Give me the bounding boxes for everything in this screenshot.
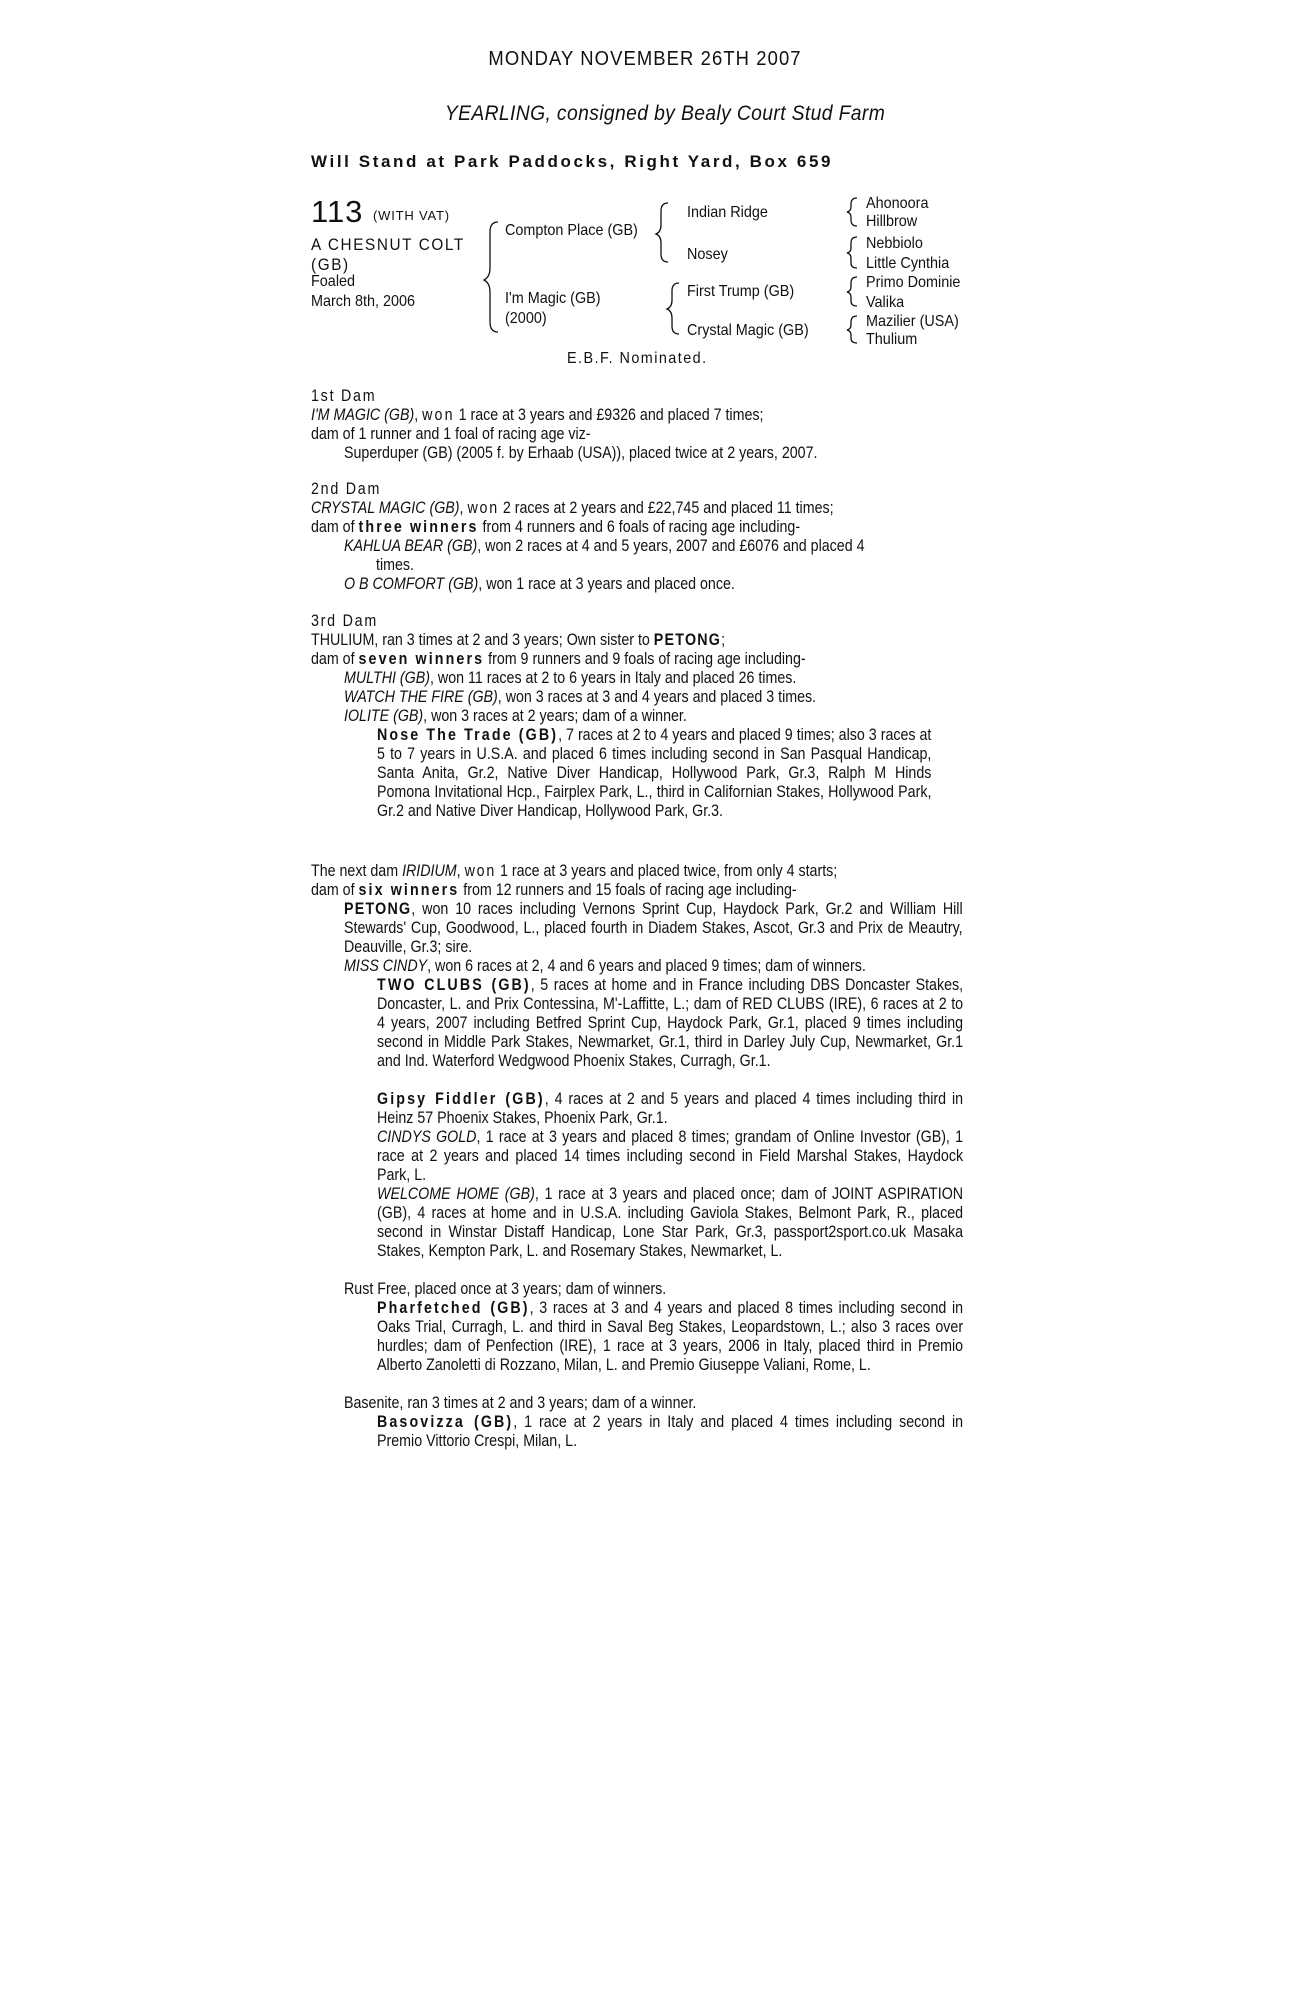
brace-gs2	[847, 237, 857, 268]
next-dam-two-clubs: TWO CLUBS (GB), 5 races at home and in France including DBS Doncaster Stakes, Doncaster, L. and Prix Contessina, M'-Laffitte, L.; dam of RED CLUBS (IRE), 6 races at 2 to 4 years, 2007 including Betfred Sprint Cup, Haydock Park, Gr.1, placed 9 times including second in Middle Park Stakes, Newmarket, Gr.1, third in Darley July Cup, Newmarket, Gr.1 and Ind. Waterford Wedgwood Phoenix Stakes, Curragh, Gr.1.	[377, 976, 964, 1070]
next-dam-petong: PETONG, won 10 races including Vernons Sprint Cup, Haydock Park, Gr.2 and William Hill Stewards' Cup, Goodwood, L., placed fourth in Diadem Stakes, Ascot, Gr.3 and Prix de Meautry, Deauville, Gr.3; sire.	[344, 900, 963, 956]
next-dam-rust-free: Rust Free, placed once at 3 years; dam of winners.	[344, 1280, 667, 1298]
pedigree-ggs-3: Nebbiolo	[866, 235, 923, 252]
first-dam-line-3: Superduper (GB) (2005 f. by Erhaab (USA)), placed twice at 2 years, 2007.	[344, 444, 818, 462]
next-dam-line-2: dam of six winners from 12 runners and 15 foals of racing age including-	[311, 881, 797, 899]
second-dam-line-3: KAHLUA BEAR (GB), won 2 races at 4 and 5 years, 2007 and £6076 and placed 4	[344, 537, 865, 555]
lot-subtitle: YEARLING, consigned by Bealy Court Stud Farm	[444, 102, 886, 125]
pedigree-grandsire-2: First Trump (GB)	[687, 283, 795, 300]
third-dam-heading: 3rd Dam	[311, 612, 378, 630]
pedigree-granddam-1: Nosey	[687, 246, 728, 263]
first-dam-heading: 1st Dam	[311, 387, 377, 405]
pedigree-ggs-4: Little Cynthia	[866, 255, 950, 272]
brace-sire-dam	[484, 222, 498, 332]
pedigree-ggs-5: Primo Dominie	[866, 274, 961, 291]
pedigree-dam: I'm Magic (GB)	[505, 290, 601, 307]
stand-location: Will Stand at Park Paddocks, Right Yard, Box 659	[311, 152, 834, 171]
third-dam-line-3: MULTHI (GB), won 11 races at 2 to 6 years in Italy and placed 26 times.	[344, 669, 797, 687]
next-dam-cindys-gold: CINDYS GOLD, 1 race at 3 years and placed 8 times; grandam of Online Investor (GB), 1 race at 2 years and placed 14 times including second in Field Marshal Stakes, Haydock Park, L.	[377, 1128, 964, 1184]
lot-country: (GB)	[311, 255, 350, 274]
second-dam-line-1: CRYSTAL MAGIC (GB), won 2 races at 2 years and £22,745 and placed 11 times;	[311, 499, 834, 517]
lot-number: 113	[311, 194, 364, 229]
pedigree-ggs-6: Valika	[866, 294, 905, 311]
ebf-note: E.B.F. Nominated.	[567, 350, 708, 367]
pedigree-dam-year: (2000)	[505, 310, 547, 327]
next-dam-basenite: Basenite, ran 3 times at 2 and 3 years; dam of a winner.	[344, 1394, 697, 1412]
pedigree-grandsire-1: Indian Ridge	[687, 204, 768, 221]
second-dam-line-2: dam of three winners from 4 runners and 6 foals of racing age including-	[311, 518, 801, 536]
second-dam-heading: 2nd Dam	[311, 480, 382, 498]
foal-date: March 8th, 2006	[311, 293, 416, 310]
third-dam-line-4: WATCH THE FIRE (GB), won 3 races at 3 and 4 years and placed 3 times.	[344, 688, 817, 706]
pedigree-ggs-1: Ahonoora	[866, 195, 929, 212]
pedigree-brackets	[0, 0, 1290, 400]
sale-date: MONDAY NOVEMBER 26TH 2007	[488, 48, 802, 70]
foaled-label: Foaled	[311, 273, 356, 290]
next-dam-welcome-home: WELCOME HOME (GB), 1 race at 3 years and placed once; dam of JOINT ASPIRATION (GB), 4 races at home and in U.S.A. including Gaviola Stakes, Belmont Park, R., placed second in Winstar Distaff Handicap, Lone Star Park, Gr.3, passport2sport.co.uk Masaka Stakes, Kempton Park, L. and Rosemary Stakes, Newmarket, L.	[377, 1185, 964, 1260]
pedigree-sire: Compton Place (GB)	[505, 222, 638, 239]
third-dam-line-5: IOLITE (GB), won 3 races at 2 years; dam of a winner.	[344, 707, 687, 725]
vat-note: (WITH VAT)	[373, 208, 450, 223]
pedigree-ggs-8: Thulium	[866, 331, 918, 348]
first-dam-line-2: dam of 1 runner and 1 foal of racing age viz-	[311, 425, 591, 443]
next-dam-pharfetched: Pharfetched (GB), 3 races at 3 and 4 years and placed 8 times including second in Oaks Trial, Curragh, L. and third in Saval Beg Stakes, Leopardstown, L.; also 3 races over hurdles; dam of Penfection (IRE), 1 race at 3 years, 2006 in Italy, placed third in Premio Alberto Zanoletti di Rozzano, Milan, L. and Premio Giuseppe Valiani, Rome, L.	[377, 1299, 964, 1374]
first-dam-line-1: I'M MAGIC (GB), won 1 race at 3 years and £9326 and placed 7 times;	[311, 406, 764, 424]
second-dam-line-4: times.	[376, 556, 415, 574]
third-dam-line-1: THULIUM, ran 3 times at 2 and 3 years; Own sister to PETONG;	[311, 631, 726, 649]
brace-gs1	[847, 198, 857, 226]
third-dam-line-2: dam of seven winners from 9 runners and 9 foals of racing age including-	[311, 650, 806, 668]
pedigree-ggs-2: Hillbrow	[866, 213, 918, 230]
next-dam-gipsy-fiddler: Gipsy Fiddler (GB), 4 races at 2 and 5 years and placed 4 times including third in Heinz 57 Phoenix Stakes, Phoenix Park, Gr.1.	[377, 1090, 964, 1127]
brace-sire	[656, 203, 668, 262]
next-dam-basovizza: Basovizza (GB), 1 race at 2 years in Italy and placed 4 times including second in Premio Vittorio Crespi, Milan, L.	[377, 1413, 964, 1450]
brace-gs4	[847, 316, 857, 343]
pedigree-granddam-2: Crystal Magic (GB)	[687, 322, 809, 339]
next-dam-miss-cindy: MISS CINDY, won 6 races at 2, 4 and 6 years and placed 9 times; dam of winners.	[344, 957, 866, 975]
lot-description: A CHESNUT COLT	[311, 235, 465, 254]
next-dam-line-1: The next dam IRIDIUM, won 1 race at 3 years and placed twice, from only 4 starts;	[311, 862, 838, 880]
third-dam-nose-the-trade: Nose The Trade (GB), 7 races at 2 to 4 years and placed 9 times; also 3 races at 5 to 7 years in U.S.A. and placed 6 times including second in San Pasqual Handicap, Santa Anita, Gr.2, Native Diver Handicap, Hollywood Park, Gr.3, Ralph M Hinds Pomona Invitational Hcp., Fairplex Park, L., third in Californian Stakes, Hollywood Park, Gr.2 and Native Diver Handicap, Hollywood Park, Gr.3.	[377, 726, 932, 820]
second-dam-line-5: O B COMFORT (GB), won 1 race at 3 years and placed once.	[344, 575, 735, 593]
brace-gs3	[847, 277, 857, 306]
brace-dam	[667, 283, 679, 334]
pedigree-ggs-7: Mazilier (USA)	[866, 313, 959, 330]
